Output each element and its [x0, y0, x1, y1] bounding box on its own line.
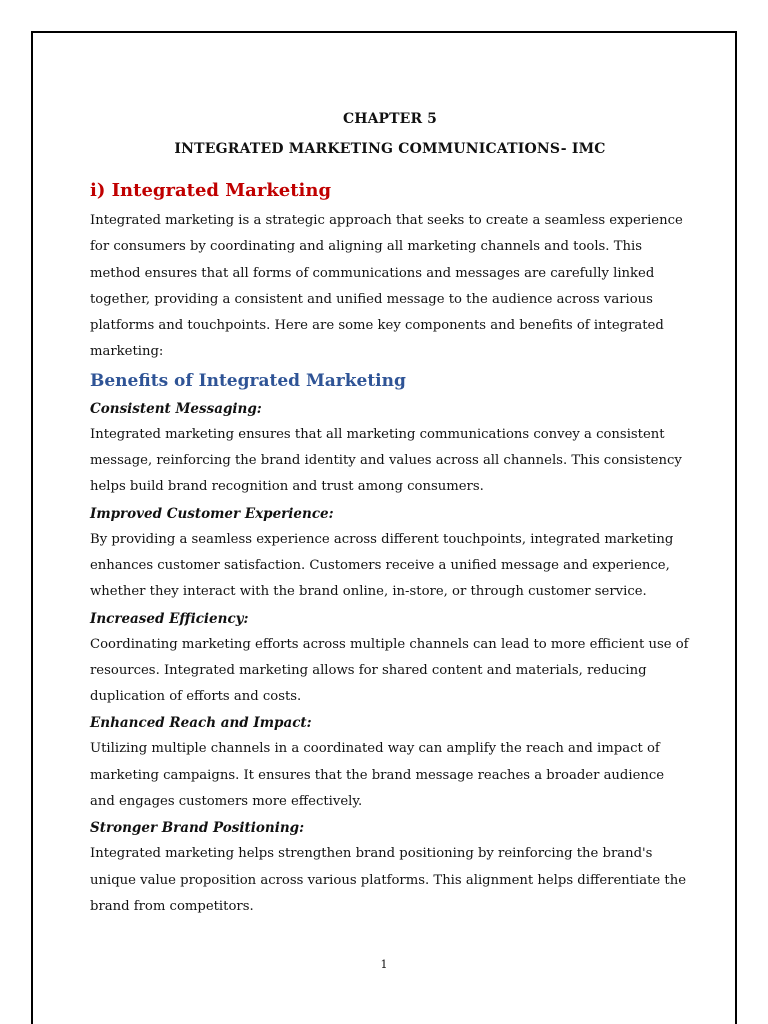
page-number: 1	[380, 958, 388, 971]
benefits-heading: Benefits of Integrated Marketing	[90, 370, 406, 391]
page-border-top	[31, 31, 737, 33]
benefit-text: Integrated marketing ensures that all marketing communications convey a consistent message, reinforcing the brand identity and values across all channels. This consistency helps build brand recognition and trust among consumers.	[90, 426, 682, 495]
benefit-text: By providing a seamless experience across different touchpoints, integrated marketing enhances customer satisfaction. Customers receive a unified message and experience, whether they interact with the brand online, in-store, or through customer service.	[90, 531, 674, 600]
chapter-title: INTEGRATED MARKETING COMMUNICATIONS- IMC	[174, 141, 606, 157]
benefit-item	[90, 501, 690, 606]
section-heading: i) Integrated Marketing	[90, 180, 332, 201]
intro-paragraph: Integrated marketing is a strategic approach that seeks to create a seamless experience for consumers by coordinating and aligning all marketing channels and tools. This method ensures that all forms of communications and messages are carefully linked together, providing a consistent and unified message to the audience across various platforms and touchpoints. Here are some key components and benefits of integrated marketing:	[90, 213, 683, 360]
benefit-text: Coordinating marketing efforts across multiple channels can lead to more efficient use of resources. Integrated marketing allows for shared content and materials, reducing duplication of efforts and costs.	[90, 636, 689, 705]
benefit-item	[90, 815, 690, 920]
benefit-title: Improved Customer Experience:	[90, 505, 334, 522]
page-border-left	[31, 31, 33, 1024]
benefit-item	[90, 606, 690, 711]
benefit-item	[90, 396, 690, 501]
benefit-text: Utilizing multiple channels in a coordinated way can amplify the reach and impact of marketing campaigns. It ensures that the brand message reaches a broader audience and engages customers more effectively.	[90, 741, 665, 810]
benefit-title: Consistent Messaging:	[90, 400, 262, 417]
chapter-number: CHAPTER 5	[343, 111, 437, 127]
page-content	[90, 106, 690, 920]
benefit-title: Increased Efficiency:	[90, 610, 249, 627]
benefit-title: Stronger Brand Positioning:	[90, 820, 305, 837]
benefit-item	[90, 710, 690, 815]
page-border-right	[735, 31, 737, 1024]
benefit-title: Enhanced Reach and Impact:	[90, 715, 312, 732]
benefit-text: Integrated marketing helps strengthen brand positioning by reinforcing the brand's unique value proposition across various platforms. This alignment helps differentiate the brand from competitors.	[90, 846, 687, 914]
